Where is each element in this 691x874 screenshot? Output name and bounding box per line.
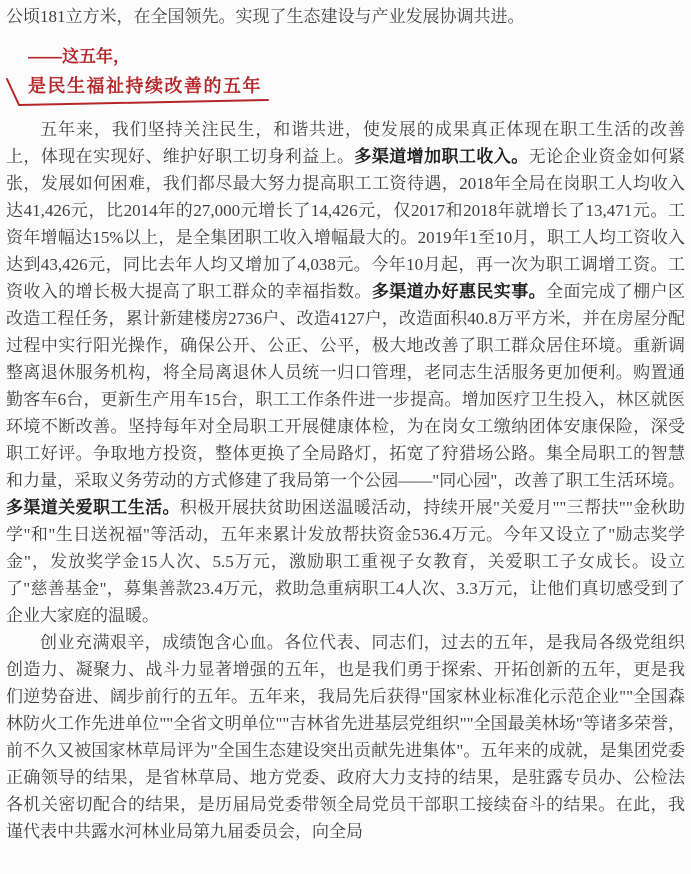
section-heading-dash: ——这五年， — [28, 47, 130, 66]
section-heading-title: 是民生福祉持续改善的五年 — [28, 76, 262, 96]
intro-continuation-line: 公顷181立方米，在全国领先。实现了生态建设与产业发展协调共进。 — [6, 7, 525, 26]
paragraph-achievements-summary: 创业充满艰辛，成绩饱含心血。各位代表、同志们，过去的五年，是我局各级党组织创造力、凝聚力、战斗力显著增强的五年，也是我们勇于探索、开拓创新的五年，更是我们逆势奋进、阔步前行的五年。五年来，我局先后获得"国家林业标准化示范企业""全国森林防火工作先进单位""全省文明单位""吉林省先进基层党组织""全国最美林场"等诸多荣誉，前不久又被国家林草局评为"全国生态建设突出贡献先进集体"。五年来的成就，是集团党委正确领导的结果，是省林草局、地方党委、政府大力支持的结果，是驻露专员办、公检法各机关密切配合的结果，是历届局党委带领全局党员干部职工接续奋斗的结果。在此，我谨代表中共露水河林业局第九届委员会，向全局 — [6, 633, 685, 841]
paragraph-welfare-improvements: 五年来，我们坚持关注民生，和谐共进，使发展的成果真正体现在职工生活的改善上，体现在实现好、维护好职工切身利益上。多渠道增加职工收入。无论企业资金如何紧张，发展如何困难，我们都尽最大努力提高职工工资待遇，2018年全局在岗职工人均收入达41,426元，比2014年的27,000元增长了14,426元，仅2017和2018年就增长了13,471元。工资年增幅达15%以上，是全集团职工收入增幅最大的。2019年1至10月，职工人均工资收入达到43,426元，同比去年人均又增加了4,038元。今年10月起，再一次为职工调增工资。工资收入的增长极大提高了职工群众的幸福指数。多渠道办好惠民实事。全面完成了棚户区改造工程任务，累计新建楼房2736户、改造4127户，改造面积40.8万平方米，并在房屋分配过程中实行阳光操作，确保公开、公正、公平，极大地改善了职工群众居住环境。重新调整离退休服务机构，将全局离退休人员统一归口管理，老同志生活服务更加便利。购置通勤客车6台，更新生产用车15台，职工工作条件进一步提高。增加医疗卫生投入，林区就医环境不断改善。坚持每年对全局职工开展健康体检，为在岗女工缴纳团体安康保险，深受职工好评。争取地方投资，整体更换了全局路灯，拓宽了狩猎场公路。集全局职工的智慧和力量，采取义务劳动的方式修建了我局第一个公园——"同心园"，改善了职工生活环境。多渠道关爱职工生活。积极开展扶贫助困送温暖活动，持续开展"关爱月""三帮扶""金秋助学"和"生日送祝福"等活动，五年来累计发放帮扶资金536.4万元。今年又设立了"励志奖学金"，发放奖学金15人次、5.5万元，激励职工重视子女教育，关爱职工子女成长。设立了"慈善基金"，募集善款23.4万元，救助急重病职工4人次、3.3万元，让他们真切感受到了企业大家庭的温暖。 — [6, 120, 686, 625]
